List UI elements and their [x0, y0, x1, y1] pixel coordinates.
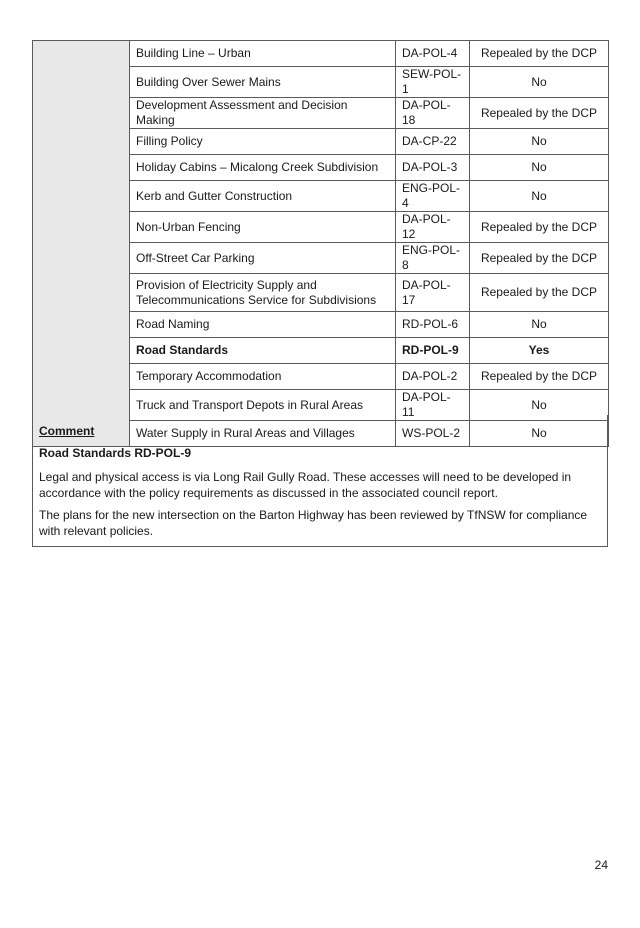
policy-status: Repealed by the DCP [470, 41, 609, 67]
policy-status: No [470, 421, 609, 447]
policy-name: Development Assessment and Decision Making [130, 98, 396, 129]
policy-name: Road Naming [130, 312, 396, 338]
policy-name: Truck and Transport Depots in Rural Areas [130, 390, 396, 421]
policy-status: Repealed by the DCP [470, 243, 609, 274]
policy-status: No [470, 181, 609, 212]
policy-code: DA-POL-12 [396, 212, 470, 243]
comment-heading: Comment [39, 424, 95, 438]
policy-status: No [470, 390, 609, 421]
policy-code: RD-POL-6 [396, 312, 470, 338]
policy-name: Provision of Electricity Supply and Telecommunications Service for Subdivisions [130, 274, 396, 312]
page-number: 24 [594, 858, 608, 872]
blank-column-cell [33, 41, 130, 447]
comment-subheading: Road Standards RD-POL-9 [39, 446, 192, 460]
policy-code: DA-CP-22 [396, 129, 470, 155]
comment-paragraph: The plans for the new intersection on the Barton Highway has been reviewed by TfNSW for compliance with relevant policies. [39, 508, 588, 538]
policy-name: Filling Policy [130, 129, 396, 155]
policy-name: Temporary Accommodation [130, 364, 396, 390]
policy-status: Yes [470, 338, 609, 364]
comment-section [32, 415, 608, 547]
policy-code: DA-POL-3 [396, 155, 470, 181]
policy-code: DA-POL-18 [396, 98, 470, 129]
policy-code: ENG-POL-4 [396, 181, 470, 212]
policy-name: Building Over Sewer Mains [130, 67, 396, 98]
policy-status: Repealed by the DCP [470, 274, 609, 312]
policy-code: SEW-POL-1 [396, 67, 470, 98]
policy-code: WS-POL-2 [396, 421, 470, 447]
policy-status: No [470, 312, 609, 338]
policy-status: No [470, 129, 609, 155]
policy-name: Holiday Cabins – Micalong Creek Subdivision [130, 155, 396, 181]
policy-table [32, 40, 609, 447]
policy-status: Repealed by the DCP [470, 98, 609, 129]
policy-code: DA-POL-4 [396, 41, 470, 67]
policy-name: Non-Urban Fencing [130, 212, 396, 243]
policy-status: No [470, 155, 609, 181]
policy-code: DA-POL-2 [396, 364, 470, 390]
policy-status: Repealed by the DCP [470, 364, 609, 390]
policy-name: Off-Street Car Parking [130, 243, 396, 274]
policy-name: Road Standards [130, 338, 396, 364]
policy-status: Repealed by the DCP [470, 212, 609, 243]
policy-name: Building Line – Urban [130, 41, 396, 67]
policy-name: Water Supply in Rural Areas and Villages [130, 421, 396, 447]
policy-code: DA-POL-17 [396, 274, 470, 312]
policy-code: RD-POL-9 [396, 338, 470, 364]
policy-code: ENG-POL-8 [396, 243, 470, 274]
policy-code: DA-POL-11 [396, 390, 470, 421]
policy-status: No [470, 67, 609, 98]
policy-name: Kerb and Gutter Construction [130, 181, 396, 212]
table-row [33, 41, 609, 67]
comment-paragraph: Legal and physical access is via Long Rail Gully Road. These accesses will need to be developed in accordance with the policy requirements as discussed in the associated council report. [39, 470, 572, 500]
